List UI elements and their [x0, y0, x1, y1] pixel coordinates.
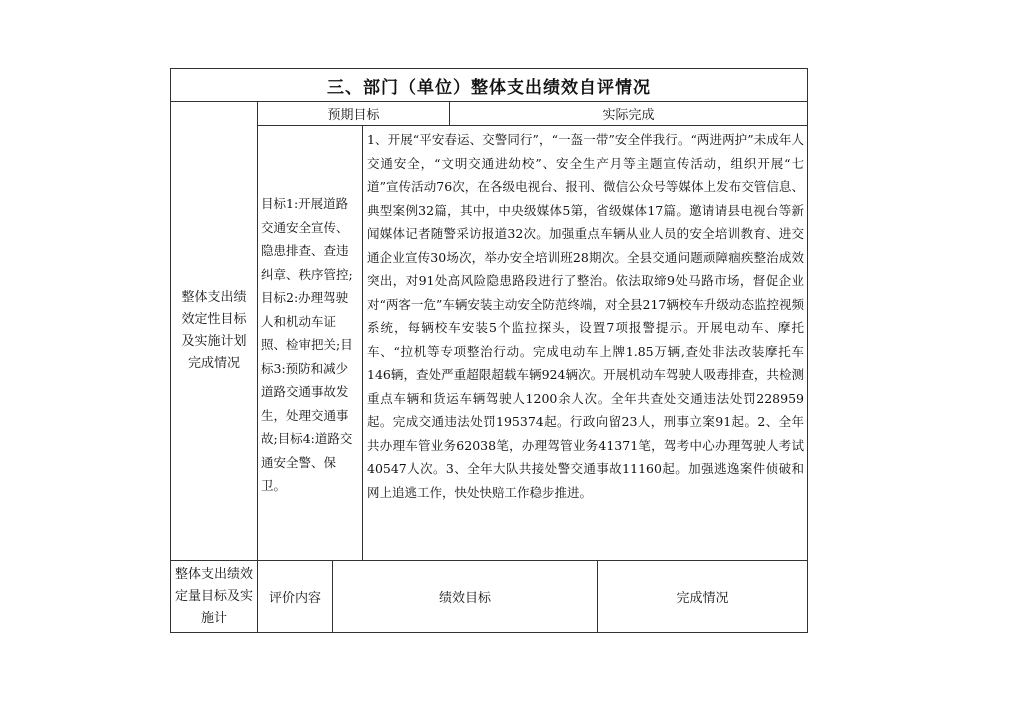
section-title: 三、部门（单位）整体支出绩效自评情况 — [170, 68, 808, 102]
expected-goal-header: 预期目标 — [257, 101, 450, 126]
performance-target-header: 绩效目标 — [332, 560, 598, 633]
actual-completion-header: 实际完成 — [449, 101, 808, 126]
qualitative-row-label: 整体支出绩效定性目标及实施计划完成情况 — [170, 101, 258, 561]
actual-completion-cell — [362, 125, 808, 561]
quantitative-row-label: 整体支出绩效定量目标及实施计 — [170, 560, 258, 633]
expected-goals-cell — [257, 125, 363, 561]
expected-goals-text: 目标1:开展道路交通安全宣传、隐患排查、查违纠章、秩序管控;目标2:办理驾驶人和机动车证照、检审把关;目标3:预防和减少道路交通事故发生，处理交通事故;目标4:道路交通安全警、保卫。 — [261, 196, 353, 494]
eval-content-header: 评价内容 — [257, 560, 333, 633]
evaluation-table — [170, 68, 808, 633]
actual-completion-text: 1、开展“平安春运、交警同行”，“一盔一带”安全伴我行。“两进两护”未成年人交通安全，“文明交通进幼校”、安全生产月等主题宣传活动，组织开展“七道”宣传活动76次，在各级电视台、报刊、微信公众号等媒体上发布交管信息、典型案例32篇，其中，中央级媒体5第，省级媒体17篇。邀请请县电视台等新闻媒体记者随警采访报道32次。加强重点车辆从业人员的安全培训教育、进交通企业宣传30场次，举办安全培训班28期次。全县交通问题顽障痼疾整治成效突出，对91处高风险隐患路段进行了整治。依法取缔9处马路市场，督促企业对“两客一危”车辆安装主动安全防范终端，对全县217辆校车升级动态监控视频系统，每辆校车安装5个监拉探头，设置7项报警提示。开展电动车、摩托车、“拉机等专项整治行动。完成电动车上牌1.85万辆,查处非法改装摩托车146辆，查处严重超限超载车辆924辆次。开展机动车驾驶人吸毒排查，共检测重点车辆和货运车辆驾驶人1200余人次。全年共查处交通违法处罚228959起。完成交通违法处罚195374起。行政向留23人，刑事立案91起。2、全年共办理车管业务62038笔，办理驾管业务41371笔，驾考中心办理驾驶人考试40547人次。3、全年大队共接处警交通事故11160起。加强逃逸案件侦破和网上追逃工作，快处快赔工作稳步推进。 — [367, 132, 804, 500]
completion-status-header: 完成情况 — [597, 560, 808, 633]
